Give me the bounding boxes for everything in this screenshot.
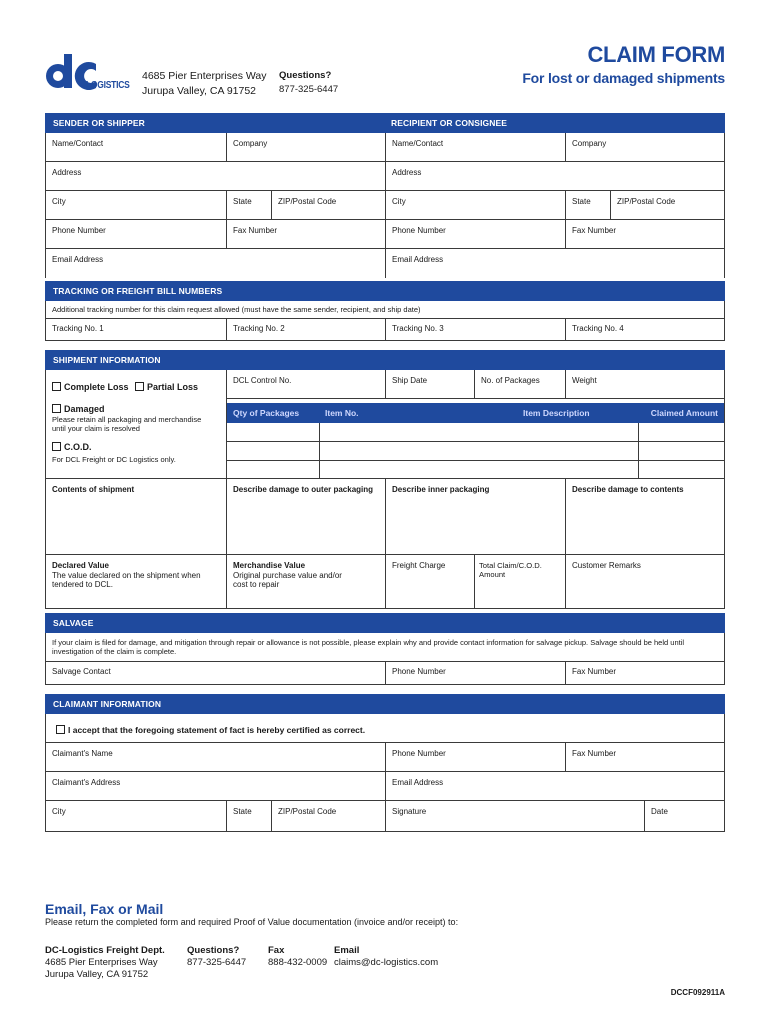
recipient-state-field[interactable] (566, 191, 611, 220)
salvage-contact-field[interactable] (46, 662, 386, 684)
header-address-line1: 4685 Pier Enterprises Way (142, 70, 267, 82)
salvage-fax-field[interactable] (566, 662, 724, 684)
sender-phone-field[interactable] (46, 220, 227, 249)
header-questions-phone: 877-325-6447 (279, 84, 339, 95)
cod-checkbox[interactable] (52, 442, 61, 451)
recipient-fax-field[interactable] (566, 220, 724, 249)
field-label: Signature (392, 807, 427, 816)
claimant-email-field[interactable] (386, 772, 724, 801)
shipment-header (45, 350, 725, 370)
header-questions (279, 69, 338, 97)
salvage-note (46, 633, 724, 662)
damaged-label: Damaged (64, 404, 105, 414)
contents-damage-field[interactable] (566, 479, 724, 555)
certify-checkbox[interactable] (56, 725, 65, 734)
footer-fax-number: 888-432-0009 (268, 957, 328, 968)
damaged-checkbox[interactable] (52, 404, 61, 413)
items-table-body (227, 423, 724, 479)
field-label: City (52, 197, 66, 206)
field-note: Original purchase value and/or cost to repair (233, 570, 342, 590)
salvage-section (45, 633, 725, 685)
freight-charge-field[interactable] (386, 555, 475, 608)
tracking-no-2-field[interactable] (227, 319, 386, 341)
footer-instructions: Please return the completed form and required Proof of Value documentation (invoice and/or receipt) to: (45, 917, 459, 927)
sender-address-field[interactable] (46, 162, 386, 191)
field-label: Describe damage to outer packaging (233, 485, 374, 494)
salvage-title: SALVAGE (53, 618, 94, 628)
certify-label: I accept that the foregoing statement of fact is hereby certified as correct. (68, 725, 366, 735)
form-code: DCCF092911A (670, 988, 725, 997)
sender-state-field[interactable] (227, 191, 272, 220)
salvage-note-text: If your claim is filed for damage, and mitigation through repair or allowance is not possible, please explain why and provide contact information for salvage pickup. Salvage should be held until investigation of the claim is complete. (52, 638, 685, 656)
page-title: CLAIM FORM (587, 42, 725, 67)
cod-label: C.O.D. (64, 442, 92, 452)
claimant-address-field[interactable] (46, 772, 386, 801)
field-label: Email Address (52, 255, 104, 264)
recipient-address-field[interactable] (386, 162, 724, 191)
declared-value-field[interactable] (46, 555, 227, 608)
dcl-control-field[interactable] (227, 370, 386, 399)
claimant-section (45, 714, 725, 832)
field-label: Tracking No. 2 (233, 324, 285, 333)
recipient-email-field[interactable] (386, 249, 724, 278)
field-label: Phone Number (392, 226, 446, 235)
recipient-phone-field[interactable] (386, 220, 566, 249)
claimant-zip-field[interactable] (272, 801, 386, 831)
signature-field[interactable] (386, 801, 645, 831)
inner-packaging-field[interactable] (386, 479, 566, 555)
merchandise-value-field[interactable] (227, 555, 386, 608)
company-logo (44, 50, 128, 96)
partial-loss-checkbox[interactable] (135, 382, 144, 391)
parties-section (45, 133, 725, 278)
footer-mail (45, 945, 165, 981)
total-claim-field[interactable] (475, 555, 566, 608)
loss-options (52, 382, 198, 392)
field-label: Merchandise Value (233, 561, 306, 570)
field-label: Contents of shipment (52, 485, 135, 494)
footer-email-label: Email (334, 945, 360, 956)
claimant-header (45, 694, 725, 714)
damaged-option (52, 404, 105, 414)
field-label: Address (392, 168, 422, 177)
field-label: Name/Contact (392, 139, 444, 148)
recipient-city-field[interactable] (386, 191, 566, 220)
shipment-title: SHIPMENT INFORMATION (53, 355, 161, 365)
field-label: Claimant's Address (52, 778, 121, 787)
field-label: No. of Packages (481, 376, 540, 385)
ship-date-field[interactable] (386, 370, 475, 399)
field-label: Weight (572, 376, 597, 385)
certify-row (46, 714, 724, 743)
sender-city-field[interactable] (46, 191, 227, 220)
footer-heading: Email, Fax or Mail (45, 901, 164, 917)
field-label: Describe damage to contents (572, 485, 684, 494)
tracking-no-4-field[interactable] (566, 319, 724, 341)
field-label: Email Address (392, 255, 444, 264)
header-address-line2: Jurupa Valley, CA 91752 (142, 85, 257, 97)
weight-field[interactable] (566, 370, 724, 399)
claimant-title: CLAIMANT INFORMATION (53, 699, 162, 709)
claimant-phone-field[interactable] (386, 743, 566, 772)
footer-questions (187, 945, 246, 969)
item-row-1-qty[interactable] (227, 423, 319, 441)
complete-loss-checkbox[interactable] (52, 382, 61, 391)
sender-name-field[interactable] (46, 133, 227, 162)
date-field[interactable] (645, 801, 724, 831)
footer-fax-label: Fax (268, 945, 285, 956)
shipment-section (45, 370, 725, 609)
items-table-header (227, 403, 724, 423)
field-label: State (233, 197, 252, 206)
sender-recipient-header (45, 113, 725, 133)
recipient-company-field[interactable] (566, 133, 724, 162)
field-label: Company (572, 139, 607, 148)
cod-note: For DCL Freight or DC Logistics only. (52, 455, 176, 464)
salvage-header (45, 613, 725, 633)
field-label: Company (233, 139, 268, 148)
field-label: DCL Control No. (233, 376, 292, 385)
field-label: Phone Number (52, 226, 106, 235)
customer-remarks-field[interactable] (566, 555, 724, 608)
sender-fax-field[interactable] (227, 220, 386, 249)
footer-questions-label: Questions? (187, 945, 240, 956)
footer-dept: DC-Logistics Freight Dept. (45, 945, 165, 956)
recipient-name-field[interactable] (386, 133, 566, 162)
claimant-state-field[interactable] (227, 801, 272, 831)
tracking-header (45, 281, 725, 301)
field-label: Email Address (392, 778, 444, 787)
item-row-3-qty[interactable] (227, 461, 319, 479)
field-label: Fax Number (233, 226, 278, 235)
claimant-name-field[interactable] (46, 743, 386, 772)
field-label: Declared Value (52, 561, 109, 570)
tracking-no-3-field[interactable] (386, 319, 566, 341)
header-questions-label: Questions? (279, 70, 332, 81)
damaged-note: Please retain all packaging and merchandise until your claim is resolved (52, 415, 202, 433)
sender-title: SENDER OR SHIPPER (53, 118, 145, 128)
field-label: Tracking No. 1 (52, 324, 104, 333)
footer-addr1: 4685 Pier Enterprises Way (45, 957, 158, 968)
sender-company-field[interactable] (227, 133, 386, 162)
col-item-label: Item No. (325, 408, 359, 418)
col-divider (638, 423, 639, 478)
field-label: Ship Date (392, 376, 428, 385)
tracking-note: Additional tracking number for this claim request allowed (must have the same sender, recipient, and ship date) (46, 301, 724, 319)
field-label: State (572, 197, 591, 206)
cod-option (52, 442, 92, 452)
salvage-phone-field[interactable] (386, 662, 566, 684)
num-packages-field[interactable] (475, 370, 566, 399)
field-label: Date (651, 807, 668, 816)
footer-addr2: Jurupa Valley, CA 91752 (45, 969, 149, 980)
field-label: Phone Number (392, 749, 446, 758)
field-label: ZIP/Postal Code (278, 197, 337, 206)
field-label: Tracking No. 3 (392, 324, 444, 333)
field-label: State (233, 807, 252, 816)
tracking-section (45, 301, 725, 341)
field-label: Tracking No. 4 (572, 324, 624, 333)
field-label: Customer Remarks (572, 561, 641, 570)
item-row-2-qty[interactable] (227, 442, 319, 460)
field-label: ZIP/Postal Code (278, 807, 337, 816)
field-label: ZIP/Postal Code (617, 197, 676, 206)
col-divider (319, 423, 320, 478)
field-label: Claimant's Name (52, 749, 113, 758)
page-subtitle: For lost or damaged shipments (522, 70, 725, 86)
col-desc-label: Item Description (523, 408, 590, 418)
claimant-fax-field[interactable] (566, 743, 724, 772)
field-label: Phone Number (392, 667, 446, 676)
tracking-title: TRACKING OR FREIGHT BILL NUMBERS (53, 286, 223, 296)
sender-zip-field[interactable] (272, 191, 386, 220)
field-label: Total Claim/C.O.D. Amount (479, 561, 542, 580)
footer-fax (268, 945, 327, 969)
field-label: Describe inner packaging (392, 485, 490, 494)
field-label: Fax Number (572, 226, 617, 235)
header-address (142, 69, 267, 99)
footer-email (334, 945, 438, 969)
field-label: City (392, 197, 406, 206)
field-label: Name/Contact (52, 139, 104, 148)
sender-email-field[interactable] (46, 249, 386, 278)
claimant-city-field[interactable] (46, 801, 227, 831)
field-label: City (52, 807, 66, 816)
field-label: Fax Number (572, 749, 617, 758)
field-label: Fax Number (572, 667, 617, 676)
col-amount-label: Claimed Amount (650, 408, 718, 418)
field-label: Salvage Contact (52, 667, 111, 676)
field-label: Freight Charge (392, 561, 446, 570)
recipient-zip-field[interactable] (611, 191, 724, 220)
complete-loss-label: Complete Loss (64, 382, 129, 392)
contents-field[interactable] (46, 479, 227, 555)
loss-type-panel (46, 370, 227, 479)
field-note: The value declared on the shipment when tendered to DCL. (52, 570, 201, 590)
recipient-title: RECIPIENT OR CONSIGNEE (391, 118, 508, 128)
col-qty-label: Qty of Packages (233, 408, 300, 418)
footer-questions-phone: 877-325-6447 (187, 957, 247, 968)
field-label: Address (52, 168, 82, 177)
tracking-no-1-field[interactable] (46, 319, 227, 341)
partial-loss-label: Partial Loss (147, 382, 199, 392)
footer-email-address[interactable]: claims@dc-logistics.com (334, 957, 439, 968)
logo-subtitle: LOGISTICS (86, 80, 130, 91)
outer-damage-field[interactable] (227, 479, 386, 555)
